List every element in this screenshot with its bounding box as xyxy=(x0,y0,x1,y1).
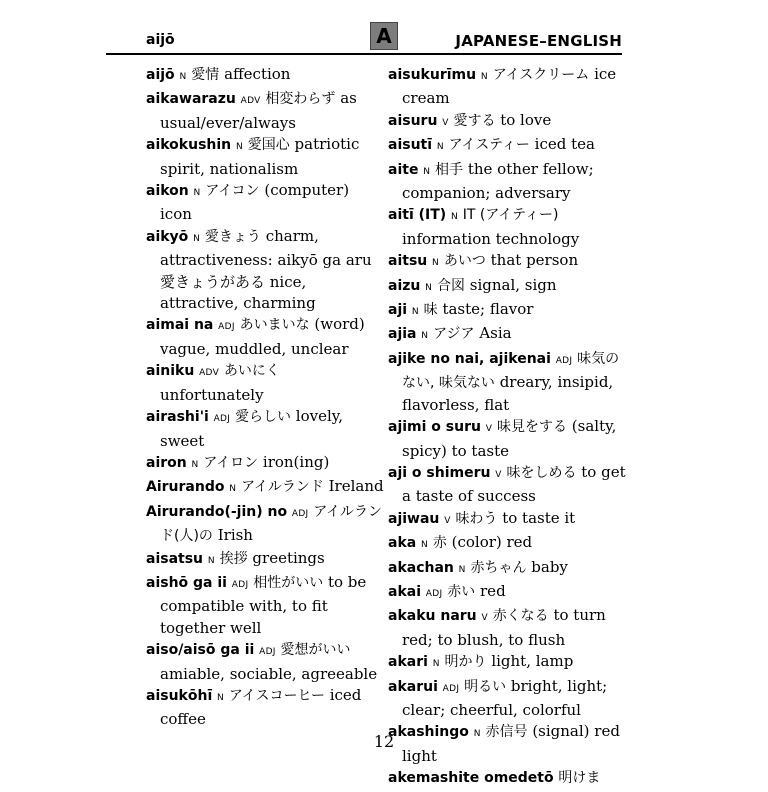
headword: akari xyxy=(388,654,428,671)
dictionary-entry xyxy=(388,532,626,556)
headword: ajimi o suru xyxy=(388,419,481,436)
dictionary-entry xyxy=(388,299,626,323)
definition: unfortunately xyxy=(160,385,264,404)
dictionary-entry xyxy=(388,110,626,134)
part-of-speech: N xyxy=(421,331,429,342)
definition: signal, sign xyxy=(469,275,557,294)
japanese-term: あいにく xyxy=(223,363,280,380)
definition: (word) vague, muddled, unclear xyxy=(160,315,365,358)
headword: aizu xyxy=(388,277,421,294)
headword: akaku naru xyxy=(388,608,477,625)
japanese-term: 相手 xyxy=(435,161,464,178)
right-column xyxy=(388,64,626,792)
japanese-term: 愛する xyxy=(453,112,496,129)
definition: amiable, sociable, agreeable xyxy=(160,664,378,683)
dictionary-entry xyxy=(146,360,384,406)
part-of-speech: V xyxy=(442,117,449,128)
page-title: JAPANESE–ENGLISH xyxy=(455,32,622,50)
dictionary-entry xyxy=(146,639,384,685)
part-of-speech: N xyxy=(473,729,481,740)
definition: greetings xyxy=(252,548,325,567)
dictionary-entry xyxy=(388,462,626,508)
part-of-speech: N xyxy=(480,72,488,82)
part-of-speech: N xyxy=(450,212,458,223)
headword: aji xyxy=(388,302,408,319)
definition: affection xyxy=(224,65,291,83)
dictionary-entry xyxy=(146,476,384,500)
dictionary-entry xyxy=(388,557,626,581)
japanese-term: 明かり xyxy=(444,654,487,671)
headword: airashi'i xyxy=(146,409,209,426)
japanese-term: 愛国心 xyxy=(247,137,290,154)
headword: akemashite omedetō xyxy=(388,770,554,787)
part-of-speech: N xyxy=(193,233,201,244)
japanese-term: 愛らしい xyxy=(235,409,291,426)
japanese-term: アイロン xyxy=(203,454,259,471)
part-of-speech: N xyxy=(411,307,419,318)
definition: Ireland xyxy=(328,477,384,496)
headword: ajiwau xyxy=(388,510,440,527)
part-of-speech: V xyxy=(481,613,488,624)
part-of-speech: N xyxy=(425,282,433,293)
japanese-term: 赤い xyxy=(447,583,476,600)
japanese-term: 赤信号 xyxy=(485,724,528,741)
japanese-term: 愛想がいい xyxy=(280,642,351,659)
part-of-speech: ADJ xyxy=(555,355,573,366)
dictionary-entry xyxy=(146,406,384,452)
dictionary-entry xyxy=(388,134,626,158)
definition: baby xyxy=(531,557,568,576)
dictionary-entry xyxy=(388,159,626,205)
dictionary-entry xyxy=(388,250,626,274)
headword: aisutī xyxy=(388,137,433,154)
headword: ajia xyxy=(388,326,417,343)
japanese-term: 愛きょう xyxy=(204,228,261,245)
headword: ajike no nai, ajikenai xyxy=(388,350,551,367)
headword: aitsu xyxy=(388,253,428,270)
definition: (salty, spicy) to taste xyxy=(402,417,617,460)
part-of-speech: ADJ xyxy=(425,588,443,599)
japanese-term: 味わう xyxy=(455,510,498,527)
headword: akachan xyxy=(388,559,454,576)
dictionary-entry xyxy=(388,581,626,605)
definition: iced coffee xyxy=(160,685,362,729)
definition: light, lamp xyxy=(491,652,574,671)
dictionary-entry xyxy=(388,676,626,722)
headword: aisukōhī xyxy=(146,687,213,704)
definition: Asia xyxy=(479,324,512,343)
japanese-term: あいつ xyxy=(443,253,486,270)
left-column xyxy=(146,64,384,731)
dictionary-entry xyxy=(146,685,384,731)
headword: aji o shimeru xyxy=(388,464,491,481)
definition: lovely, sweet xyxy=(160,407,344,450)
japanese-term: あいまいな xyxy=(239,317,310,334)
letter-tab: A xyxy=(370,22,398,50)
japanese-term: 味 xyxy=(423,302,438,319)
headword: Airurando(-jin) no xyxy=(146,503,288,520)
headword: airon xyxy=(146,454,187,471)
japanese-term: 赤 xyxy=(432,535,447,552)
definition: red xyxy=(480,581,506,600)
part-of-speech: ADJ xyxy=(231,579,249,590)
japanese-term: アイスティー xyxy=(448,137,530,154)
definition: to get a taste of success xyxy=(402,462,626,506)
dictionary-entry xyxy=(146,572,384,639)
part-of-speech: N xyxy=(423,166,431,177)
dictionary-entry xyxy=(146,88,384,134)
headword: aikon xyxy=(146,183,189,200)
headword: akai xyxy=(388,583,422,600)
dictionary-entry xyxy=(388,323,626,347)
headword: ainiku xyxy=(146,363,195,380)
part-of-speech: V xyxy=(495,469,502,480)
definition: ice cream xyxy=(402,65,617,108)
part-of-speech: ADV xyxy=(240,96,261,107)
japanese-term: 味気のない, 味気ない xyxy=(402,350,620,392)
part-of-speech: N xyxy=(432,258,440,269)
definition: to love xyxy=(500,110,552,129)
japanese-term: 明けま xyxy=(558,770,601,787)
headword: aishō ga ii xyxy=(146,574,227,591)
dictionary-entry xyxy=(388,651,626,675)
dictionary-entry xyxy=(146,134,384,180)
dictionary-entry xyxy=(388,605,626,651)
definition: Irish xyxy=(217,526,253,545)
header-rule xyxy=(106,53,622,55)
japanese-term: アイスクリーム xyxy=(492,67,590,83)
part-of-speech: N xyxy=(191,459,199,470)
dictionary-entry xyxy=(388,348,626,416)
japanese-term: IT (アイティー) xyxy=(462,207,559,224)
headword: Airurando xyxy=(146,479,225,496)
part-of-speech: ADJ xyxy=(259,647,276,658)
japanese-term: アイルランド xyxy=(241,479,324,496)
part-of-speech: N xyxy=(436,142,444,153)
part-of-speech: N xyxy=(179,72,187,82)
dictionary-entry xyxy=(146,501,384,548)
headword: aisukurīmu xyxy=(388,67,477,83)
headword: aiso/aisō ga ii xyxy=(146,642,255,659)
headword: aikawarazu xyxy=(146,91,236,108)
part-of-speech: ADJ xyxy=(442,683,460,694)
japanese-term: 味見をする xyxy=(497,419,567,436)
dictionary-entry xyxy=(146,452,384,476)
definition: dreary, insipid, flavorless, flat xyxy=(402,373,614,414)
headword: aitī (IT) xyxy=(388,207,447,224)
dictionary-entry xyxy=(146,226,384,315)
part-of-speech: V xyxy=(444,515,451,526)
dictionary-entry xyxy=(388,767,626,791)
japanese-term: アジア xyxy=(433,326,475,343)
definition: (computer) icon xyxy=(160,181,350,224)
japanese-term: 赤くなる xyxy=(492,608,549,625)
dictionary-entry xyxy=(146,314,384,360)
guide-word: aijō xyxy=(146,32,175,48)
japanese-term: 挨拶 xyxy=(219,550,248,567)
definition: (color) red xyxy=(451,533,533,552)
japanese-term: 赤ちゃん xyxy=(470,559,527,576)
headword: akashingo xyxy=(388,724,469,741)
japanese-term: 明るい xyxy=(464,678,507,695)
headword: aimai na xyxy=(146,317,214,334)
definition: charm, attractiveness: aikyō ga aru 愛きょうがある nice, attractive, charming xyxy=(160,226,372,313)
definition: to turn red; to blush, to flush xyxy=(402,606,606,649)
dictionary-entry xyxy=(146,180,384,226)
japanese-term: アイスコーヒー xyxy=(228,687,325,704)
definition: as usual/ever/always xyxy=(160,89,357,132)
headword: akarui xyxy=(388,678,438,695)
part-of-speech: N xyxy=(432,659,440,670)
japanese-term: 合図 xyxy=(436,277,465,294)
definition: to be compatible with, to fit together well xyxy=(160,572,367,637)
definition: to taste it xyxy=(502,508,576,527)
definition: iron(ing) xyxy=(262,452,330,471)
definition: the other fellow; companion; adversary xyxy=(402,159,594,203)
definition: bright, light; clear; cheerful, colorful xyxy=(402,676,608,719)
headword: aisatsu xyxy=(146,550,204,567)
dictionary-entry xyxy=(388,204,626,250)
part-of-speech: N xyxy=(193,188,201,199)
part-of-speech: N xyxy=(421,540,429,551)
part-of-speech: N xyxy=(217,692,225,703)
headword: aisuru xyxy=(388,112,438,129)
headword: aijō xyxy=(146,67,175,83)
dictionary-entry xyxy=(388,64,626,110)
japanese-term: 味をしめる xyxy=(506,464,577,481)
dictionary-entry xyxy=(388,275,626,299)
japanese-term: アイルランド(人)の xyxy=(160,503,383,545)
definition: that person xyxy=(490,251,579,270)
part-of-speech: N xyxy=(235,142,243,153)
part-of-speech: V xyxy=(485,424,493,435)
part-of-speech: ADJ xyxy=(213,414,231,425)
dictionary-entry xyxy=(388,508,626,532)
japanese-term: 相変わらず xyxy=(265,91,336,108)
part-of-speech: ADJ xyxy=(291,508,309,519)
part-of-speech: N xyxy=(458,564,466,575)
japanese-term: 相性がいい xyxy=(253,574,324,591)
headword: aite xyxy=(388,161,419,178)
definition: (signal) red light xyxy=(402,722,620,765)
definition: patriotic spirit, nationalism xyxy=(160,135,360,178)
part-of-speech: ADV xyxy=(199,368,220,379)
japanese-term: 愛情 xyxy=(191,67,220,83)
dictionary-entry xyxy=(388,416,626,462)
headword: aikokushin xyxy=(146,137,232,154)
dictionary-entry xyxy=(146,548,384,572)
part-of-speech: N xyxy=(207,555,215,566)
part-of-speech: N xyxy=(229,484,237,495)
part-of-speech: ADJ xyxy=(218,322,235,333)
headword: aikyō xyxy=(146,228,189,245)
page-number: 12 xyxy=(373,732,395,751)
definition: iced tea xyxy=(534,135,595,154)
dictionary-entry xyxy=(146,64,384,88)
headword: aka xyxy=(388,535,417,552)
definition: taste; flavor xyxy=(442,300,534,319)
definition: information technology xyxy=(402,229,580,248)
japanese-term: アイコン xyxy=(205,183,260,200)
